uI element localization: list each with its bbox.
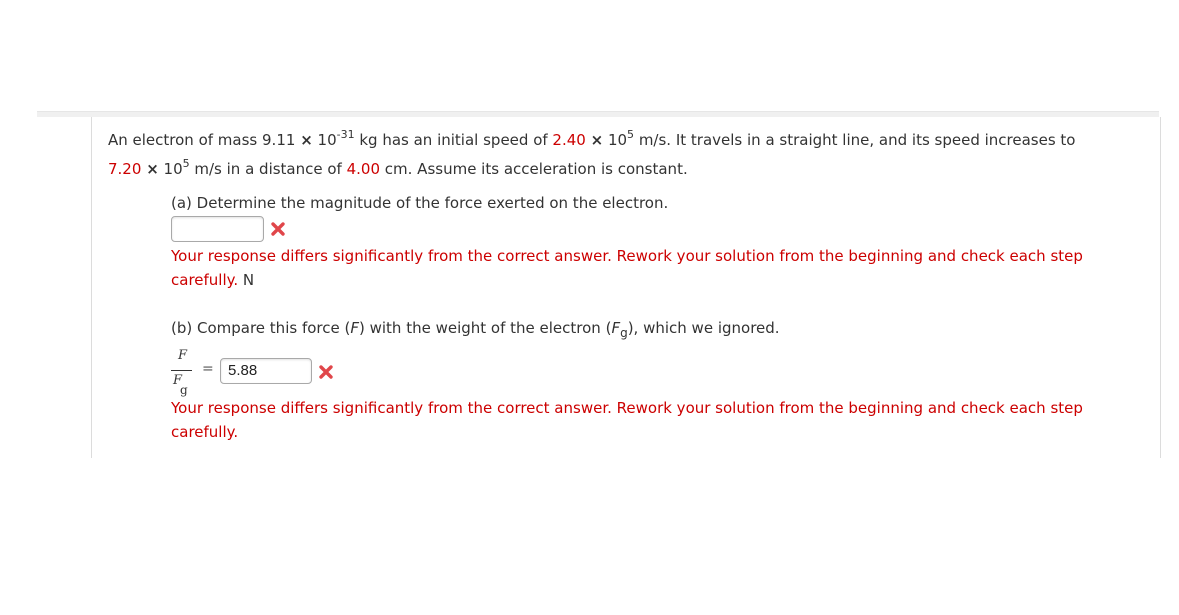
problem-text-8: cm. Assume its acceleration is constant. xyxy=(380,160,688,178)
initial-speed-value: 2.40 xyxy=(552,131,586,149)
part-a-answer-input[interactable] xyxy=(171,216,264,242)
force-symbol: F xyxy=(350,319,359,337)
part-a-feedback-line2: carefully. xyxy=(171,271,239,289)
problem-text-5: m/s. It travels in a straight line, and its speed increases to xyxy=(634,131,1076,149)
times-symbol: × xyxy=(146,160,159,178)
fraction-denominator: F xyxy=(173,373,183,388)
equals-sign: = xyxy=(202,361,214,377)
part-a-feedback-line1: Your response differs significantly from the correct answer. Rework your solution from the beginning and check each step xyxy=(171,247,1083,265)
problem-text-2: 10 xyxy=(312,131,337,149)
fraction-bar xyxy=(171,370,192,371)
mass-exponent: -31 xyxy=(336,128,355,141)
part-b-question xyxy=(171,319,780,340)
part-a-feedback xyxy=(171,244,1146,292)
distance-value: 4.00 xyxy=(346,160,381,178)
speed2-exponent: 5 xyxy=(182,157,190,170)
part-b-question-text-3: ), which we ignored. xyxy=(627,319,780,337)
speed1-exponent: 5 xyxy=(627,128,635,141)
fraction-denominator-subscript: g xyxy=(180,383,188,397)
part-a-units: N xyxy=(238,271,255,289)
problem-text-7: m/s in a distance of xyxy=(189,160,347,178)
part-b-question-text-2: ) with the weight of the electron ( xyxy=(358,319,612,337)
weight-symbol: F xyxy=(611,319,621,337)
problem-text-1: An electron of mass 9.11 xyxy=(108,131,301,149)
part-b-feedback-line1: Your response differs significantly from the correct answer. Rework your solution from the beginning and check each step xyxy=(171,399,1083,417)
problem-text-4: 10 xyxy=(603,131,628,149)
final-speed-value: 7.20 xyxy=(108,160,142,178)
weight-subscript: g xyxy=(620,326,628,340)
part-b-question-text-1: (b) Compare this force ( xyxy=(171,319,351,337)
problem-text-3: kg has an initial speed of xyxy=(354,131,553,149)
part-a-question: (a) Determine the magnitude of the force exerted on the electron. xyxy=(171,194,669,212)
fraction-numerator: F xyxy=(178,348,188,363)
part-b-feedback-line2: carefully. xyxy=(171,423,239,441)
problem-text-6: 10 xyxy=(158,160,183,178)
part-b-answer-input[interactable] xyxy=(220,358,312,384)
problem-statement xyxy=(108,126,1158,184)
force-ratio-fraction xyxy=(171,348,193,398)
times-symbol: × xyxy=(300,131,313,149)
x-mark-icon xyxy=(318,364,334,380)
part-b-feedback xyxy=(171,396,1146,444)
times-symbol: × xyxy=(590,131,604,149)
x-mark-icon xyxy=(270,221,286,237)
